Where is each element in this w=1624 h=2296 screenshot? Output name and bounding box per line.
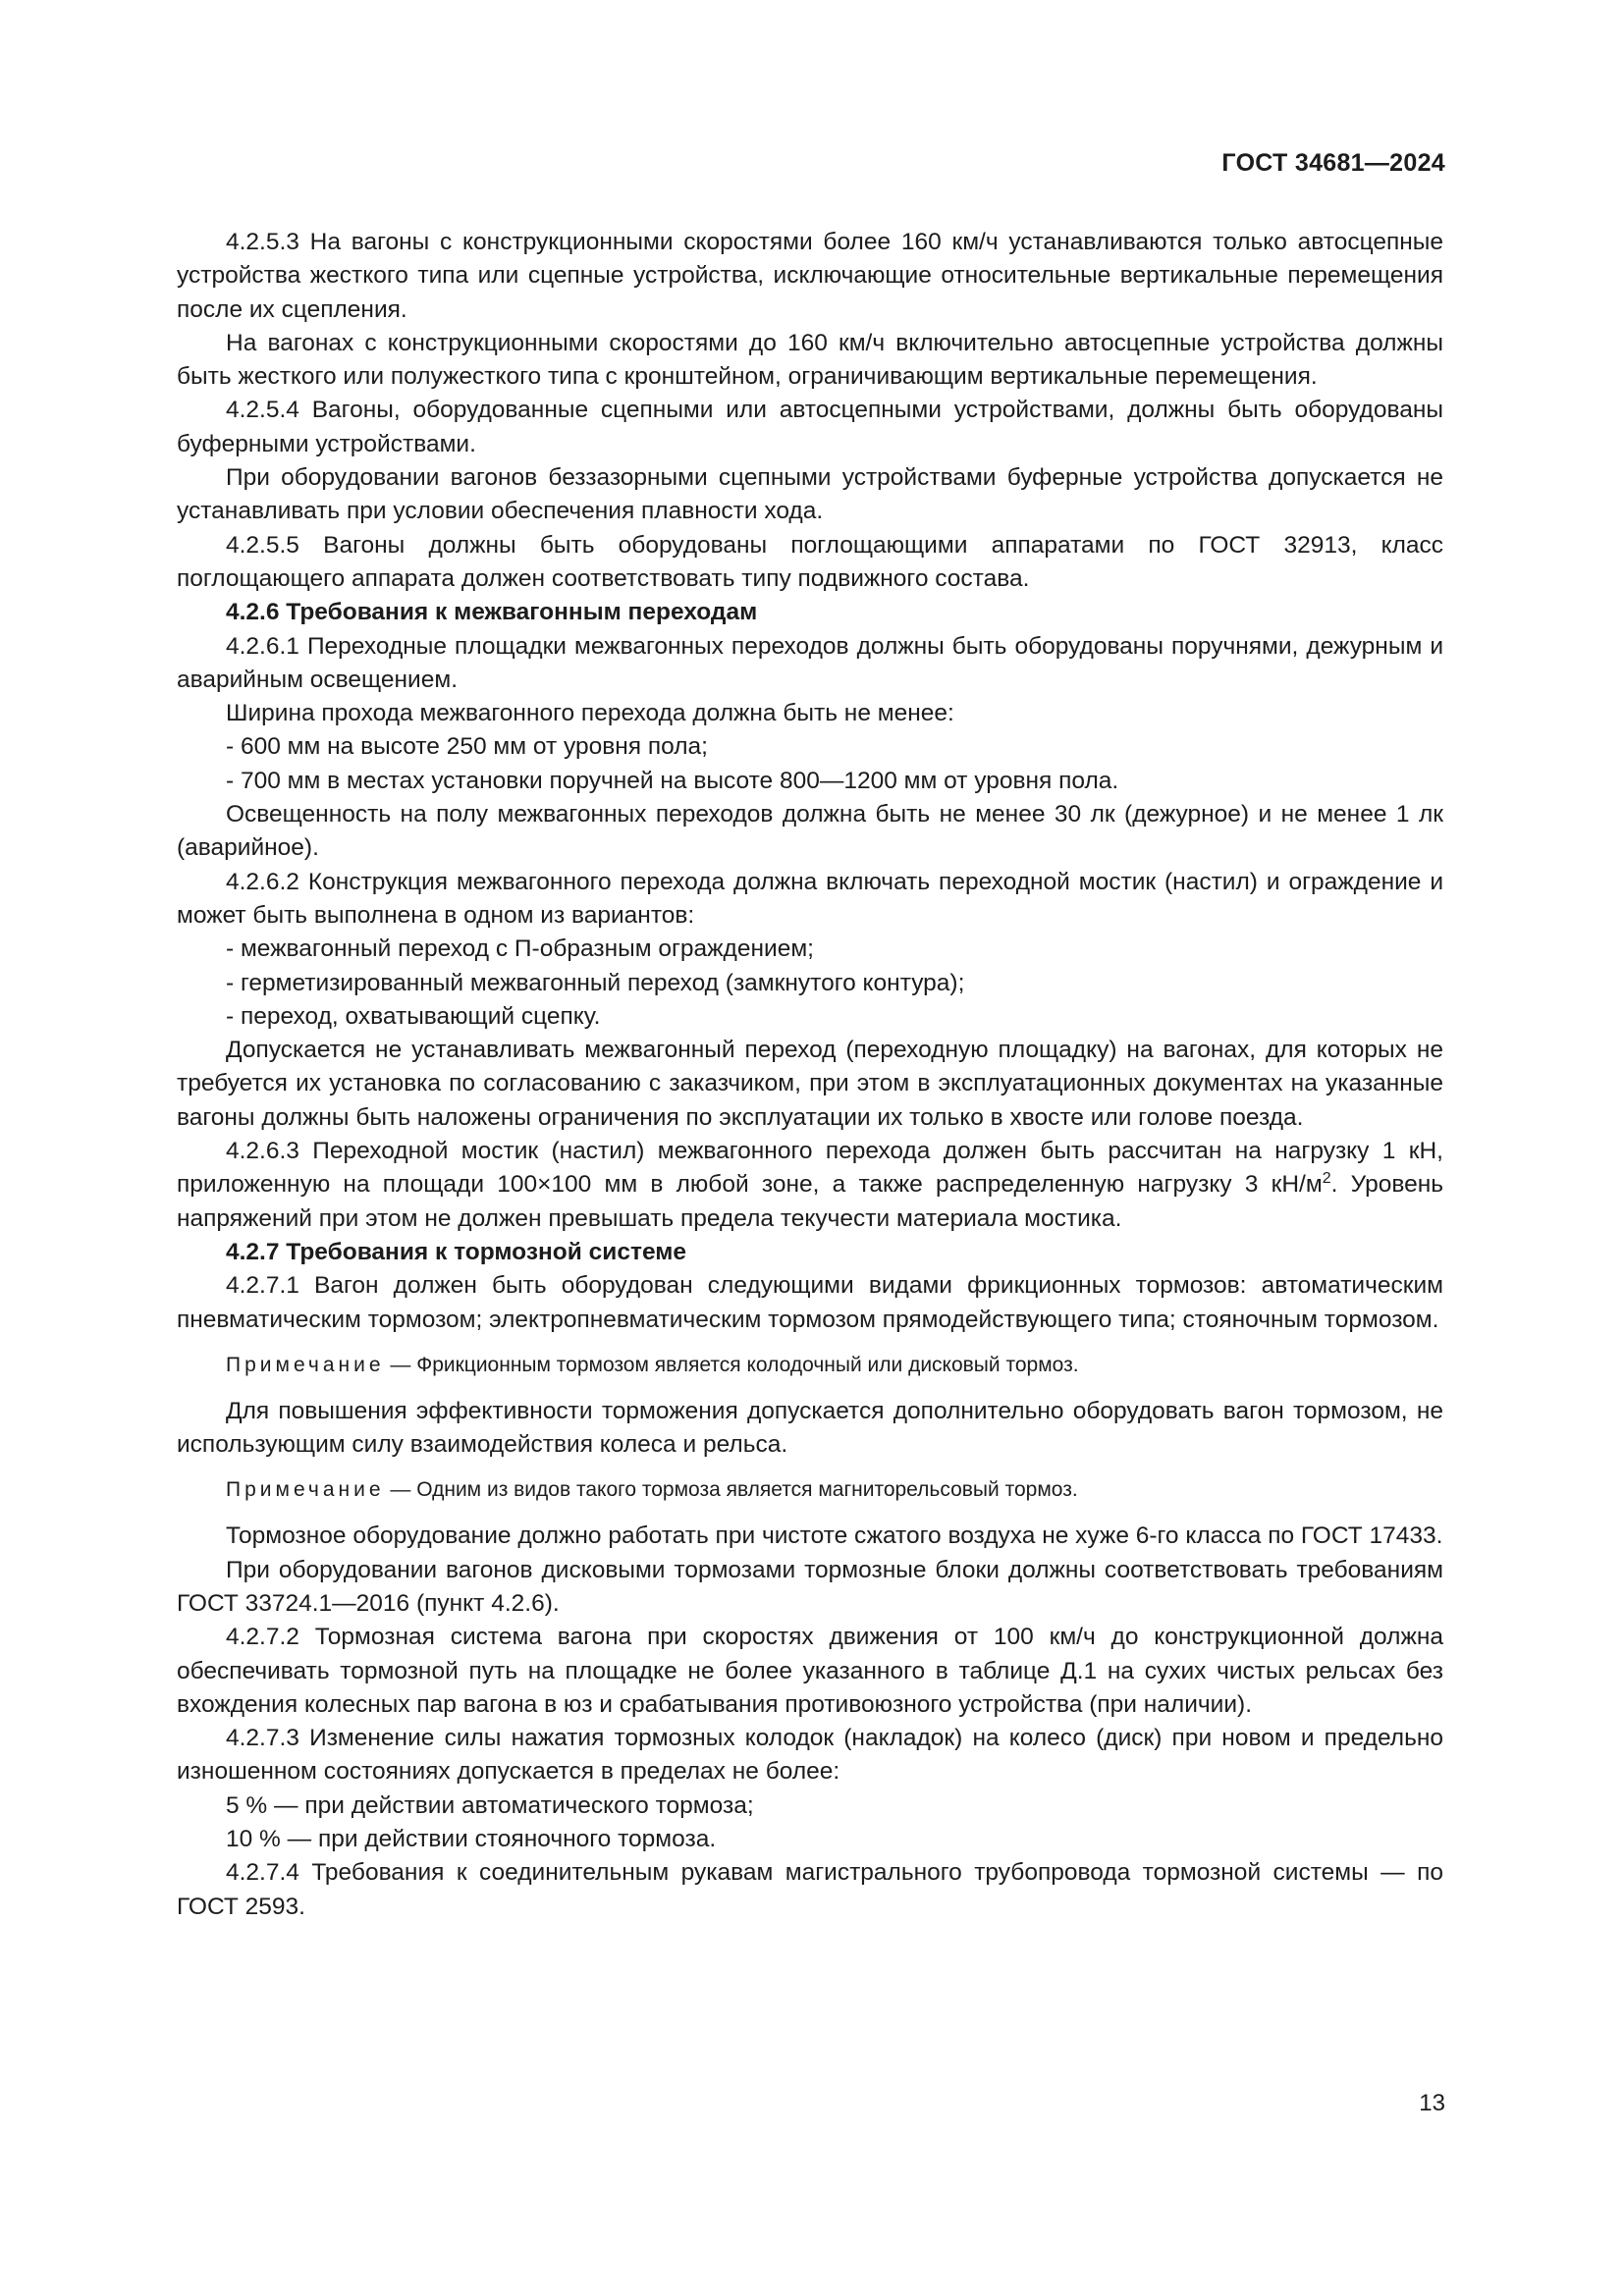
paragraph: 4.2.7.1 Вагон должен быть оборудован следующими видами фрикционных тормозов: автоматическим пневматическим тормозом; электропневматическим тормозом прямодействующего типа; стояночным тормозом. [177, 1272, 1443, 1333]
note [177, 1351, 1443, 1380]
paragraph: Для повышения эффективности торможения допускается дополнительно оборудовать вагон тормозом, не использующим силу взаимодействия колеса и рельса. [177, 1397, 1443, 1459]
paragraph: При оборудовании вагонов беззазорными сцепными устройствами буферные устройства допускается не устанавливать при условии обеспечения плавности хода. [177, 464, 1443, 525]
note [177, 1475, 1443, 1505]
paragraph-text: . Уровень напряжений при этом не должен превышать предела текучести материала мостика. [177, 1171, 1443, 1232]
paragraph-text: 4.2.6.3 Переходной мостик (настил) межвагонного перехода должен быть рассчитан на нагрузку 1 кН, приложенную на площади 100×100 мм в любой зоне, а также распределенную нагрузку 3 кН/м [177, 1138, 1443, 1199]
paragraph: 4.2.5.3 На вагоны с конструкционными скоростями более 160 км/ч устанавливаются только автосцепные устройства жесткого типа или сцепные устройства, исключающие относительные вертикальные перемещения после их сцепления. [177, 229, 1443, 323]
paragraph: 4.2.6.1 Переходные площадки межвагонных переходов должны быть оборудованы поручнями, дежурным и аварийным освещением. [177, 632, 1443, 693]
section-heading: 4.2.6 Требования к межвагонным переходам [226, 599, 758, 626]
list-item: - герметизированный межвагонный переход (замкнутого контура); [226, 969, 965, 996]
list-item: - переход, охватывающий сцепку. [226, 1002, 601, 1030]
paragraph: Освещенность на полу межвагонных переходов должна быть не менее 30 лк (дежурное) и не менее 1 лк (аварийное). [177, 801, 1443, 862]
page-number: 13 [1419, 2090, 1445, 2116]
paragraph: 4.2.7.2 Тормозная система вагона при скоростях движения от 100 км/ч до конструкционной должна обеспечивать тормозной путь на площадке не более указанного в таблице Д.1 на сухих чистых рельсах без вхождения колесных пар вагона в юз и срабатывания противоюзного устройства (при наличии). [177, 1624, 1443, 1718]
list-item: - межвагонный переход с П-образным ограждением; [226, 935, 814, 963]
superscript: 2 [1322, 1170, 1331, 1188]
paragraph: 4.2.7.3 Изменение силы нажатия тормозных колодок (накладок) на колесо (диск) при новом и предельно изношенном состояниях допускается в пределах не более: [177, 1725, 1443, 1786]
paragraph: 4.2.7.4 Требования к соединительным рукавам магистрального трубопровода тормозной системы — по ГОСТ 2593. [177, 1859, 1443, 1920]
list-item: 10 % — при действии стояночного тормоза. [226, 1826, 717, 1853]
paragraph: Допускается не устанавливать межвагонный переход (переходную площадку) на вагонах, для которых не требуется их установка по согласованию с заказчиком, при этом в эксплуатационных документах на указанные вагоны должны быть наложены ограничения по эксплуатации их только в хвосте или голове поезда. [177, 1037, 1443, 1131]
paragraph [177, 1135, 1443, 1236]
section-heading: 4.2.7 Требования к тормозной системе [226, 1238, 686, 1265]
document-body [177, 226, 1443, 1924]
list-item: - 700 мм в местах установки поручней на высоте 800—1200 мм от уровня пола. [226, 767, 1119, 794]
note-text: — Одним из видов такого тормоза является магниторельсовый тормоз. [384, 1478, 1078, 1502]
paragraph: На вагонах с конструкционными скоростями до 160 км/ч включительно автосцепные устройства должны быть жесткого или полужесткого типа с кронштейном, ограничивающим вертикальные перемещения. [177, 329, 1443, 391]
paragraph: Ширина прохода межвагонного перехода должна быть не менее: [226, 700, 954, 727]
paragraph: Тормозное оборудование должно работать при чистоте сжатого воздуха не хуже 6-го класса по ГОСТ 17433. [226, 1522, 1443, 1550]
list-item: - 600 мм на высоте 250 мм от уровня пола; [226, 733, 708, 761]
list-item: 5 % — при действии автоматического тормоза; [226, 1791, 754, 1819]
paragraph: 4.2.5.4 Вагоны, оборудованные сцепными или автосцепными устройствами, должны быть оборудованы буферными устройствами. [177, 397, 1443, 457]
paragraph: 4.2.5.5 Вагоны должны быть оборудованы поглощающими аппаратами по ГОСТ 32913, класс поглощающего аппарата должен соответствовать типу подвижного состава. [177, 531, 1443, 592]
note-label: Примечание [226, 1353, 385, 1376]
document-header: ГОСТ 34681—2024 [1221, 149, 1445, 177]
note-text: — Фрикционным тормозом является колодочный или дисковый тормоз. [384, 1353, 1079, 1376]
note-label: Примечание [226, 1478, 385, 1502]
paragraph: При оборудовании вагонов дисковыми тормозами тормозные блоки должны соответствовать требованиям ГОСТ 33724.1—2016 (пункт 4.2.6). [177, 1556, 1443, 1617]
paragraph: 4.2.6.2 Конструкция межвагонного перехода должна включать переходной мостик (настил) и ограждение и может быть выполнена в одном из вариантов: [177, 868, 1443, 929]
